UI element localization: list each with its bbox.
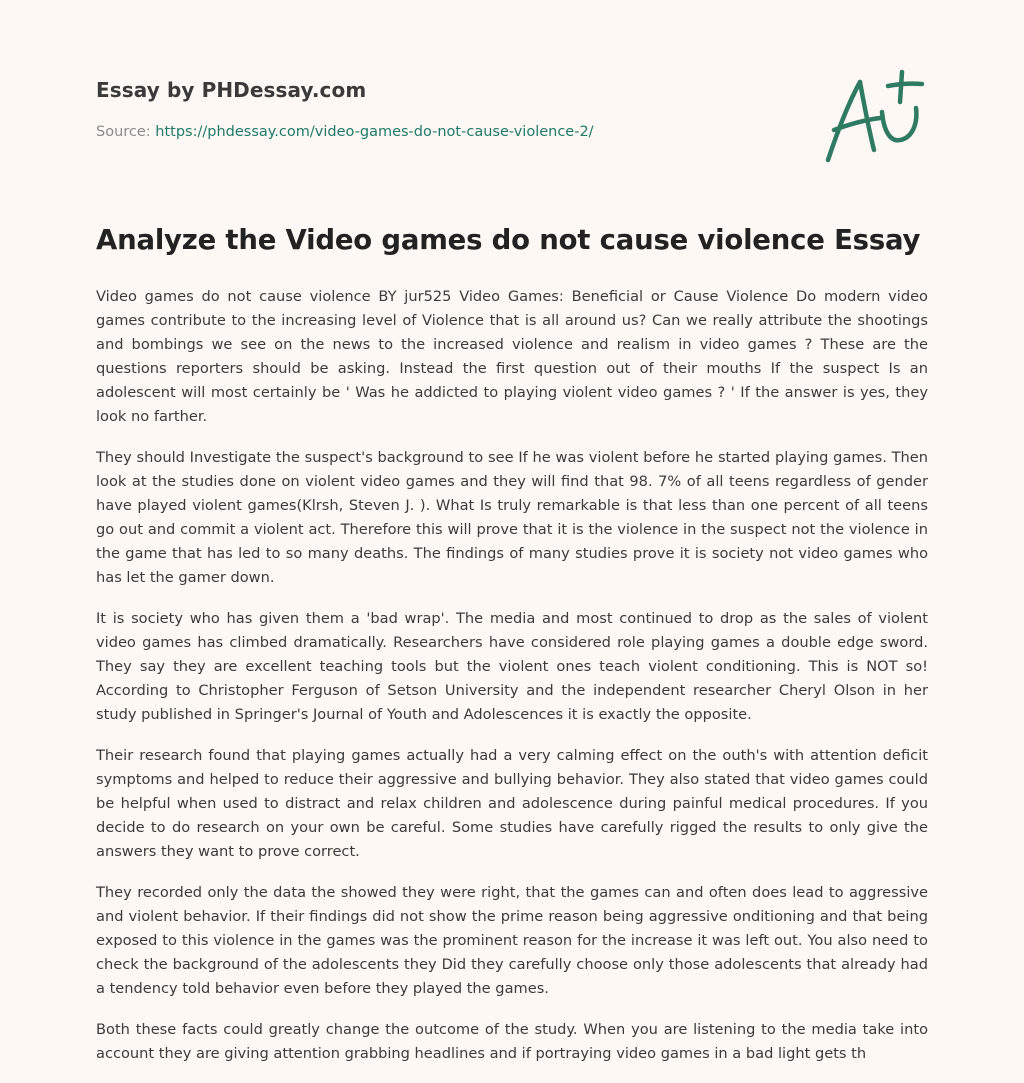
source-link[interactable]: https://phdessay.com/video-games-do-not-cause-violence-2/ [155, 124, 594, 140]
essay-title: Analyze the Video games do not cause violence Essay [96, 224, 921, 256]
essay-paragraph: It is society who has given them a 'bad wrap'. The media and most continued to drop as the sales of violent video games has climbed dramatically. Researchers have considered role playing games a double edge sword. They say they are excellent teaching tools but the violent ones teach violent conditioning. This is NOT so! According to Christopher Ferguson of Setson University and the independent researcher Cheryl Olson in her study published in Springer's Journal of Youth and Adolescences it is exactly the opposite. [96, 610, 928, 723]
essay-paragraph: Both these facts could greatly change the outcome of the study. When you are listening to the media take into account they are giving attention grabbing headlines and if portraying video games in a bad light gets th [96, 1021, 928, 1062]
essay-body [96, 285, 928, 1083]
a-plus-smiley-logo-icon [820, 68, 928, 168]
source-line [96, 124, 594, 140]
site-title: Essay by PHDessay.com [96, 78, 367, 102]
document-page [96, 0, 928, 1076]
source-label: Source: [96, 124, 151, 140]
essay-paragraph: They recorded only the data the showed they were right, that the games can and often does lead to aggressive and violent behavior. If their findings did not show the prime reason being aggressive onditioning and that being exposed to this violence in the games was the prominent reason for the increase it was left out. You also need to check the background of the adolescents they Did they carefully choose only those adolescents that already had a tendency told behavior even before they played the games. [96, 884, 928, 997]
essay-paragraph: They should Investigate the suspect's background to see If he was violent before he started playing games. Then look at the studies done on violent video games and they will find that 98. 7% of all teens regardless of gender have played violent games(Klrsh, Steven J. ). What Is truly remarkable is that less than one percent of all teens go out and commit a violent act. Therefore this will prove that it is the violence in the suspect not the violence in the game that has led to so many deaths. The findings of many studies prove it is society not video games who has let the gamer down. [96, 449, 928, 586]
essay-paragraph: Video games do not cause violence BY jur525 Video Games: Beneficial or Cause Violence Do modern video games contribute to the increasing level of Violence that is all around us? Can we really attribute the shootings and bombings we see on the news to the increased violence and realism in video games ? These are the questions reporters should be asking. Instead the first question out of their mouths If the suspect Is an adolescent will most certainly be ' Was he addicted to playing violent video games ? ' If the answer is yes, they look no farther. [96, 288, 928, 425]
essay-paragraph: Their research found that playing games actually had a very calming effect on the outh's with attention deficit symptoms and helped to reduce their aggressive and bullying behavior. They also stated that video games could be helpful when used to distract and relax children and adolescence during painful medical procedures. If you decide to do research on your own be careful. Some studies have carefully rigged the results to only give the answers they want to prove correct. [96, 747, 928, 860]
